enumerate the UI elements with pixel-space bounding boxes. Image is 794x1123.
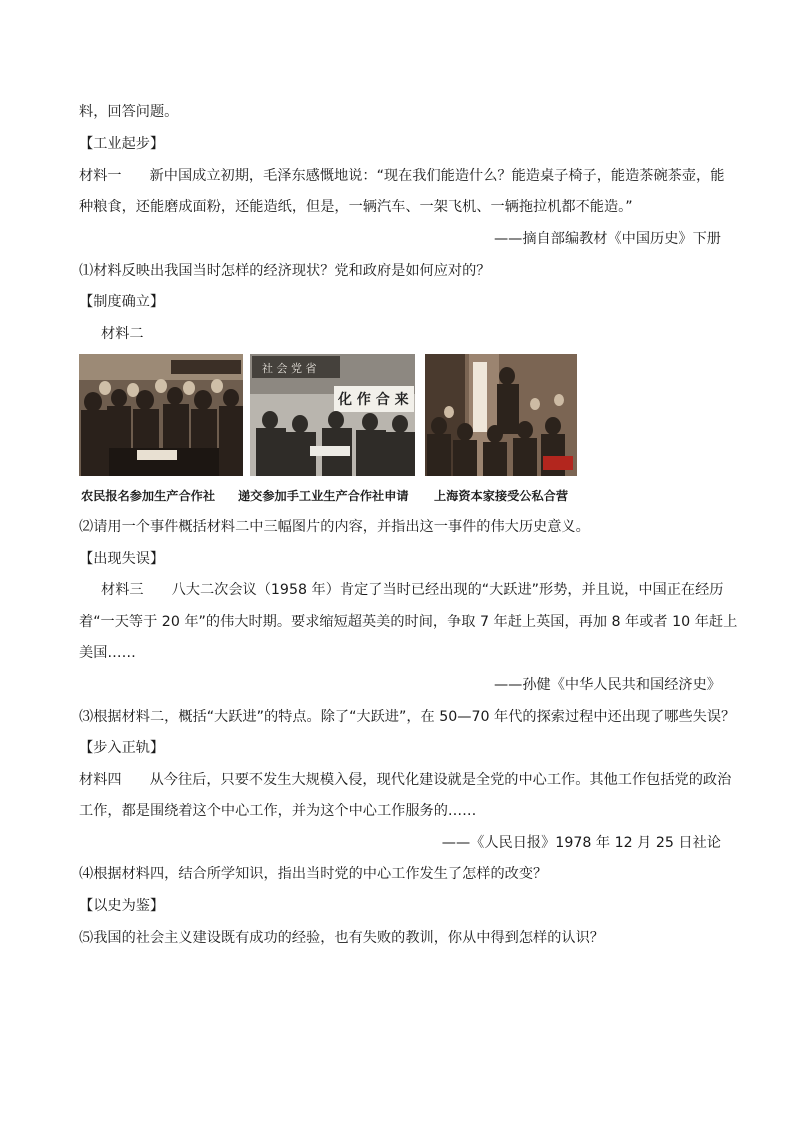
material-four-source: ——《人民日报》1978 年 12 月 25 日社论 <box>441 835 721 851</box>
material-four-text-b: 工作，都是围绕着这个中心工作，并为这个中心工作服务的…… <box>79 803 477 819</box>
intro-line: 料，回答问题。 <box>79 104 179 120</box>
photo-shanghai-joint-ownership <box>425 354 577 476</box>
material-three-source: ——孙健《中华人民共和国经济史》 <box>493 677 721 693</box>
photo2-top-sign: 社 会 党 省 <box>262 362 317 375</box>
section-heading-on-track: 【步入正轨】 <box>79 740 165 756</box>
photo-caption-shanghai: 上海资本家接受公私合营 <box>434 489 569 503</box>
question-5: ⑸我国的社会主义建设既有成功的经验，也有失败的教训，你从中得到怎样的认识？ <box>79 930 604 946</box>
material-three-text-c: 美国…… <box>79 645 136 661</box>
material-three-text-b: 着“一天等于 20 年”的伟大时期。要求缩短超英美的时间，争取 7 年赶上英国，再加 8 年或者 10 年赶上 <box>79 614 738 630</box>
photo-handicraft-application <box>250 354 415 476</box>
section-heading-mistakes: 【出现失误】 <box>79 551 165 567</box>
material-one-label: 材料一 <box>79 168 122 184</box>
material-three-text-a: 八大二次会议（1958 年）肯定了当时已经出现的“大跃进”形势，并且说，中国正在经历 <box>171 582 724 598</box>
material-three-label: 材料三 <box>101 582 144 598</box>
question-4: ⑷根据材料四，结合所学知识，指出当时党的中心工作发生了怎样的改变？ <box>79 866 548 882</box>
section-heading-lessons: 【以史为鉴】 <box>79 898 165 914</box>
material-one-source: ——摘自部编教材《中国历史》下册 <box>493 231 721 247</box>
photo-handicraft-application-image <box>250 354 415 476</box>
photo-caption-farmers: 农民报名参加生产合作社 <box>81 489 216 503</box>
section-heading-industry: 【工业起步】 <box>79 136 165 152</box>
material-four-label: 材料四 <box>79 772 122 788</box>
photo-farmers-signup-image <box>79 354 243 476</box>
material-three-line-1 <box>101 580 724 600</box>
material-one-text-a: 新中国成立初期，毛泽东感慨地说：“现在我们能造什么？能造桌子椅子，能造茶碗茶壶，能 <box>149 168 725 184</box>
material-two-photos <box>79 354 599 476</box>
question-1: ⑴材料反映出我国当时怎样的经济现状？党和政府是如何应对的？ <box>79 263 491 279</box>
question-2: ⑵请用一个事件概括材料二中三幅图片的内容，并指出这一事件的伟大历史意义。 <box>79 519 590 535</box>
photo2-banner-text: 化 作 合 来 <box>338 392 409 408</box>
material-two-label: 材料二 <box>101 326 144 342</box>
question-3: ⑶根据材料二，概括“大跃进”的特点。除了“大跃进”，在 50—70 年代的探索过程中还出现了哪些失误？ <box>79 709 736 725</box>
section-heading-system: 【制度确立】 <box>79 294 165 310</box>
material-four-text-a: 从今往后，只要不发生大规模入侵，现代化建设就是全党的中心工作。其他工作包括党的政治 <box>149 772 732 788</box>
material-four-line-1 <box>79 770 732 790</box>
material-one-text-b: 种粮食，还能磨成面粉，还能造纸，但是，一辆汽车、一架飞机、一辆拖拉机都不能造。” <box>79 199 633 215</box>
photo-shanghai-joint-ownership-image <box>425 354 577 476</box>
photo-caption-handicraft: 递交参加手工业生产合作社申请 <box>238 489 409 503</box>
photo-farmers-signup <box>79 354 243 476</box>
material-one-line-1 <box>79 166 725 186</box>
